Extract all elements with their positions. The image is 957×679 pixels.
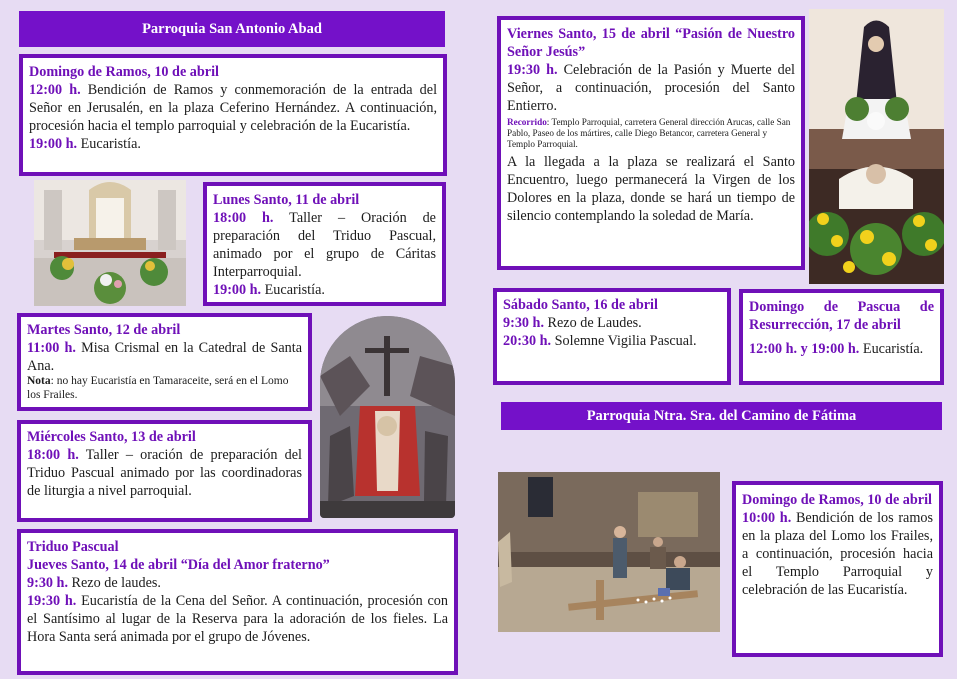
holy-tuesday-note: Nota: no hay Eucaristía en Tamaraceite, será en el Lomo los Frailes.: [27, 375, 289, 401]
church-interior-photo: [34, 180, 186, 306]
good-friday-box: [497, 16, 805, 270]
good-friday-title: Viernes Santo, 15 de abril “Pasión de Nuestro Señor Jesús”: [507, 26, 795, 60]
easter-sunday-title: Domingo de Pascua de Resurrección, 17 de abril: [749, 299, 934, 333]
holy-tuesday-text: 11:00 h. Misa Crismal en la Catedral de Santa Ana.: [27, 340, 302, 374]
holy-saturday-title: Sábado Santo, 16 de abril: [503, 297, 658, 313]
holy-saturday-box: [493, 288, 731, 385]
palm-sunday-box: [19, 54, 447, 176]
holy-wednesday-text: 18:00 h. Taller – oración de preparación del Triduo Pascual animado por las coordinadoras de liturgia a nivel parroquial.: [27, 447, 302, 499]
holy-monday-text: 18:00 h. Taller – Oración de preparación del Triduo Pascual, animado por el grupo de Cáritas Interparroquial.: [213, 210, 436, 280]
holy-thursday-morning: 9:30 h. Rezo de laudes.: [27, 575, 161, 591]
palm-sunday-fatima-text: 10:00 h. Bendición de los ramos en la plaza del Lomo los Frailes, a continuación, procesión hacia el Templo Parroquial y celebración de las Eucaristía.: [742, 510, 933, 598]
right-parish-header: Parroquia Ntra. Sra. del Camino de Fátima: [501, 402, 942, 430]
holy-tuesday-box: [17, 313, 312, 411]
holy-thursday-title: Jueves Santo, 14 de abril “Día del Amor fraterno”: [27, 557, 330, 573]
virgin-statue-photo: [809, 9, 944, 284]
good-friday-encounter: A la llegada a la plaza se realizará el Santo Encuentro, luego permanecerá la Virgen de los Dolores en la plaza, donde se hará un tiempo de silencio contemplando la soledad de María.: [507, 154, 795, 224]
holy-saturday-morning: 9:30 h. Rezo de Laudes.: [503, 315, 642, 331]
holy-monday-box: [203, 182, 446, 306]
palm-sunday-text: 12:00 h. Bendición de Ramos y conmemoración de la entrada del Señor en Jerusalén, en la plaza Ceferino Hernández. A continuación, procesión hacia el templo parroquial y celebración de la Eucaristía.: [29, 82, 438, 134]
palm-sunday-evening: 19:00 h. Eucaristía.: [29, 136, 141, 152]
holy-monday-evening: 19:00 h. Eucaristía.: [213, 282, 325, 298]
holy-wednesday-title: Miércoles Santo, 13 de abril: [27, 429, 196, 445]
good-friday-text: 19:30 h. Celebración de la Pasión y Muerte del Señor, a continuación, procesión del Santo Entierro.: [507, 62, 796, 114]
palm-sunday-fatima-box: [732, 481, 943, 657]
holy-thursday-box: [17, 529, 458, 675]
triduum-title: Triduo Pascual: [27, 539, 119, 555]
holy-wednesday-box: [17, 420, 312, 522]
holy-monday-title: Lunes Santo, 11 de abril: [213, 192, 360, 208]
palm-sunday-fatima-title: Domingo de Ramos, 10 de abril: [742, 492, 932, 508]
good-friday-route: Recorrido: Templo Parroquial, carretera General dirección Arucas, calle San Pablo, Paseo de los mártires, calle Diego Betancor, carretera General y Templo Parroquial.: [507, 117, 791, 149]
easter-sunday-text: 12:00 h. y 19:00 h. Eucaristía.: [749, 341, 924, 357]
palm-sunday-title: Domingo de Ramos, 10 de abril: [29, 64, 219, 80]
easter-sunday-box: [739, 289, 944, 385]
holy-thursday-evening: 19:30 h. Eucaristía de la Cena del Señor. A continuación, procesión con el Santísimo al lugar de la Reserva para la adoración de los fieles. La Hora Santa será animada por el grupo de Jóvenes.: [27, 593, 448, 645]
crucifixion-painting: [320, 316, 455, 518]
holy-tuesday-title: Martes Santo, 12 de abril: [27, 322, 181, 338]
cross-procession-photo: [498, 472, 720, 632]
holy-saturday-vigil: 20:30 h. Solemne Vigilia Pascual.: [503, 333, 697, 349]
left-parish-header: Parroquia San Antonio Abad: [19, 11, 445, 47]
